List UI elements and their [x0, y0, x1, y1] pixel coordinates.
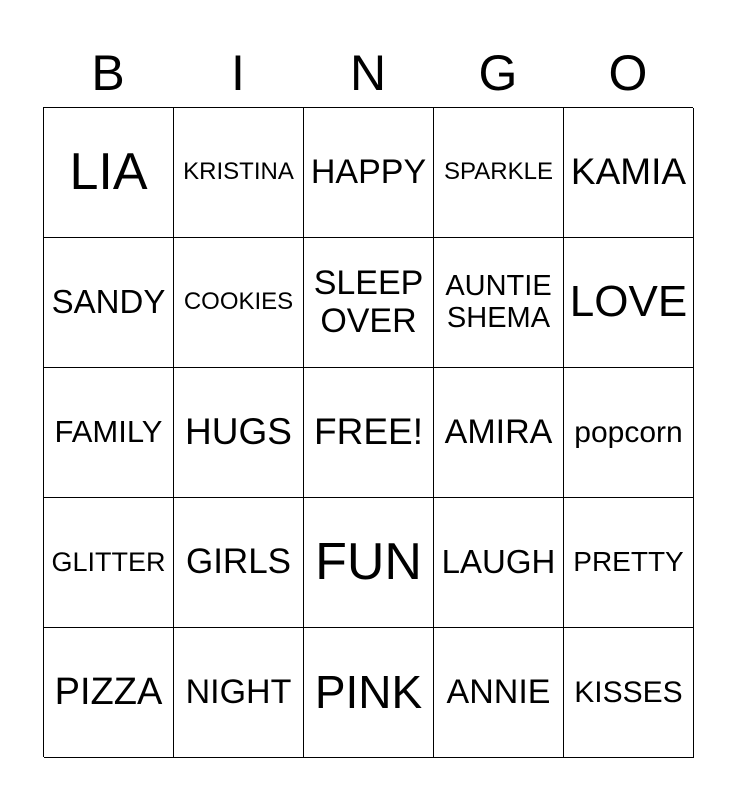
- bingo-cell-r1c2[interactable]: KRISTINA: [174, 108, 304, 238]
- bingo-cell-r2c3[interactable]: SLEEP OVER: [304, 238, 434, 368]
- bingo-cell-r5c3[interactable]: PINK: [304, 628, 434, 758]
- bingo-card-grid: [43, 107, 693, 757]
- bingo-cell-r5c4[interactable]: ANNIE: [434, 628, 564, 758]
- bingo-cell-free-space[interactable]: FREE!: [304, 368, 434, 498]
- bingo-cell-r1c5[interactable]: KAMIA: [564, 108, 694, 238]
- bingo-cell-r2c5[interactable]: LOVE: [564, 238, 694, 368]
- bingo-cell-r4c5[interactable]: PRETTY: [564, 498, 694, 628]
- bingo-cell-r3c1[interactable]: FAMILY: [44, 368, 174, 498]
- bingo-cell-r5c1[interactable]: PIZZA: [44, 628, 174, 758]
- bingo-cell-r1c4[interactable]: SPARKLE: [434, 108, 564, 238]
- bingo-cell-r4c4[interactable]: LAUGH: [434, 498, 564, 628]
- bingo-cell-r4c2[interactable]: GIRLS: [174, 498, 304, 628]
- bingo-cell-r1c3[interactable]: HAPPY: [304, 108, 434, 238]
- header-letter-o: O: [608, 45, 648, 101]
- bingo-cell-r3c2[interactable]: HUGS: [174, 368, 304, 498]
- bingo-cell-r5c2[interactable]: NIGHT: [174, 628, 304, 758]
- bingo-cell-r2c2[interactable]: COOKIES: [174, 238, 304, 368]
- bingo-cell-r4c1[interactable]: GLITTER: [44, 498, 174, 628]
- header-letter-g: G: [478, 45, 518, 101]
- bingo-header: [43, 40, 693, 106]
- header-letter-i: I: [231, 45, 245, 101]
- bingo-cell-r2c1[interactable]: SANDY: [44, 238, 174, 368]
- bingo-cell-r5c5[interactable]: KISSES: [564, 628, 694, 758]
- bingo-cell-r3c5[interactable]: popcorn: [564, 368, 694, 498]
- bingo-cell-r2c4[interactable]: AUNTIE SHEMA: [434, 238, 564, 368]
- bingo-cell-r1c1[interactable]: LIA: [44, 108, 174, 238]
- header-letter-b: B: [91, 45, 125, 101]
- header-letter-n: N: [349, 45, 387, 101]
- bingo-cell-r3c4[interactable]: AMIRA: [434, 368, 564, 498]
- bingo-cell-r4c3[interactable]: FUN: [304, 498, 434, 628]
